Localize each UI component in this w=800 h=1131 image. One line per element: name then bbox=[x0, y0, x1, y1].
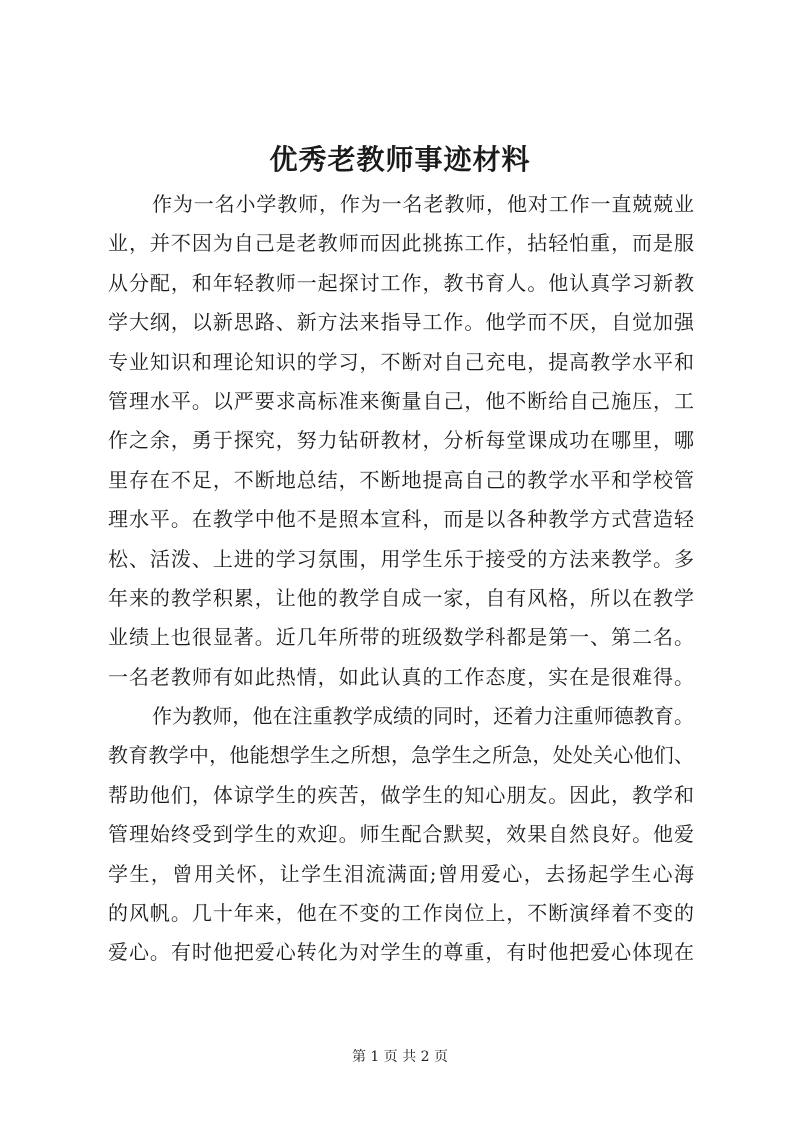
paragraph bbox=[108, 697, 694, 973]
text-line: 作为一名小学教师，作为一名老教师，他对工作一直兢兢业 bbox=[152, 192, 694, 216]
text-line: 从分配，和年轻教师一起探讨工作，教书育人。他认真学习新教 bbox=[108, 270, 694, 295]
text-line: 学生，曾用关怀，让学生泪流满面;曾用爱心，去扬起学生心海 bbox=[108, 861, 694, 886]
document-body bbox=[108, 185, 694, 973]
text-line: 管理水平。以严要求高标准来衡量自己，他不断给自己施压，工 bbox=[108, 388, 694, 413]
document-title: 优秀老教师事迹材料 bbox=[269, 143, 531, 176]
text-line: 一名老教师有如此热情，如此认真的工作态度，实在是很难得。 bbox=[108, 664, 694, 689]
text-line: 业绩上也很显著。近几年所带的班级数学科都是第一、第二名。 bbox=[108, 625, 694, 650]
text-line: 松、活泼、上进的学习氛围，用学生乐于接受的方法来教学。多 bbox=[108, 546, 694, 571]
text-line: 里存在不足，不断地总结，不断地提高自己的教学水平和学校管 bbox=[108, 467, 694, 492]
text-line: 作为教师，他在注重教学成绩的同时，还着力注重师德教育。 bbox=[152, 704, 694, 729]
text-line: 年来的教学积累，让他的教学自成一家，自有风格，所以在教学 bbox=[108, 585, 694, 610]
text-line: 教育教学中，他能想学生之所想，急学生之所急，处处关心他们、 bbox=[108, 743, 694, 768]
text-line: 帮助他们，体谅学生的疾苦，做学生的知心朋友。因此，教学和 bbox=[108, 782, 694, 807]
text-line: 理水平。在教学中他不是照本宣科，而是以各种教学方式营造轻 bbox=[108, 507, 694, 532]
text-line: 专业知识和理论知识的学习，不断对自己充电，提高教学水平和 bbox=[108, 349, 694, 374]
page-footer: 第 1 页 共 2 页 bbox=[351, 1049, 449, 1065]
text-line: 爱心。有时他把爱心转化为对学生的尊重，有时他把爱心体现在 bbox=[108, 940, 694, 965]
text-line: 的风帆。几十年来，他在不变的工作岗位上，不断演绎着不变的 bbox=[108, 901, 694, 926]
text-line: 学大纲，以新思路、新方法来指导工作。他学而不厌，自觉加强 bbox=[108, 310, 694, 335]
paragraph bbox=[108, 185, 694, 697]
text-line: 作之余，勇于探究，努力钻研教材，分析每堂课成功在哪里，哪 bbox=[108, 428, 694, 453]
text-line: 管理始终受到学生的欢迎。师生配合默契，效果自然良好。他爱 bbox=[108, 822, 694, 847]
text-line: 业，并不因为自己是老教师而因此挑拣工作，拈轻怕重，而是服 bbox=[108, 231, 694, 256]
